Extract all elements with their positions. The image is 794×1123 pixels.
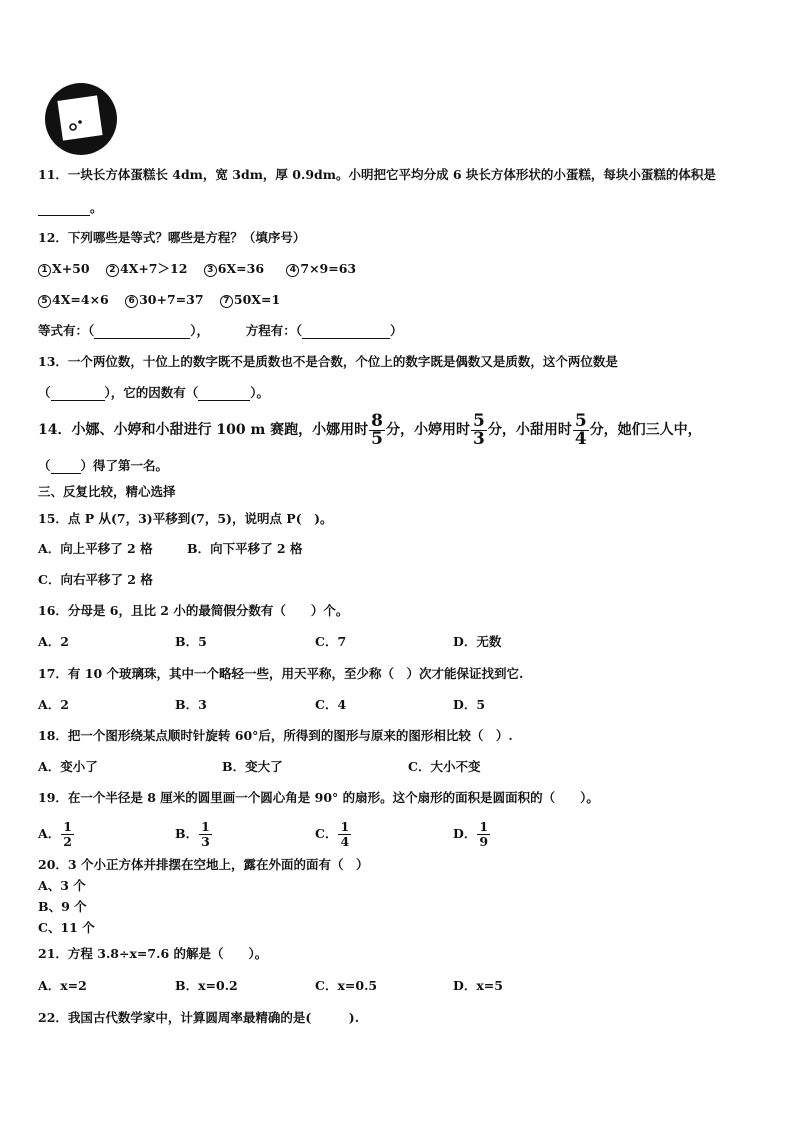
- q17-stem: 17．有 10 个玻璃珠，其中一个略轻一些，用天平称，至少称（ ）次才能保证找到它.: [38, 666, 524, 681]
- q16-option-d[interactable]: D．无数: [453, 634, 502, 649]
- section-3-heading: 三、反复比较，精心选择: [38, 484, 176, 499]
- q13-line2: （ ），它的因数有（ ）。: [38, 385, 270, 400]
- q12-answers: 等式有：（ ）， 方程有：（ ）: [38, 323, 403, 338]
- q19-option-c[interactable]: C． $\frac{1}{4}$: [315, 819, 350, 849]
- q14-fraction-2: $\frac{5}{3}$: [472, 410, 485, 449]
- q12-item-3: 3 6X=36: [204, 261, 264, 277]
- q12-item-1: 1 X+50: [38, 261, 90, 277]
- q15-option-c[interactable]: C．向右平移了 2 格: [38, 572, 153, 587]
- q22-stem: 22．我国古代数学家中，计算圆周率最精确的是( ).: [38, 1010, 360, 1025]
- q15-option-a[interactable]: A．向上平移了 2 格: [38, 541, 153, 556]
- q21-option-b[interactable]: B．x=0.2: [175, 978, 238, 993]
- q12-title: 12．下列哪些是等式？哪些是方程？（填序号）: [38, 230, 306, 245]
- q19-option-b[interactable]: B． $\frac{1}{3}$: [175, 819, 210, 849]
- q21-option-a[interactable]: A．x=2: [38, 978, 87, 993]
- q19-fraction-a: $\frac{1}{2}$: [63, 819, 72, 849]
- q19-fraction-b: $\frac{1}{3}$: [201, 819, 210, 849]
- q14-fraction-1: $\frac{8}{5}$: [371, 410, 383, 449]
- q14-line1: 14．小娜、小婷和小甜进行 100 m 赛跑，小娜用时 $\frac{8}{5}$ 分，小婷用时 $\frac{5}{3}$ 分，小甜用时 $\frac{5}{4}$ 分，她们三人中，: [38, 410, 702, 449]
- q12-items-row1: [38, 261, 368, 277]
- figure-circle-square: [38, 82, 124, 156]
- q11-line1: 11．一块长方体蛋糕长 4dm，宽 3dm，厚 0.9dm。小明把它平均分成 6 块长方体形状的小蛋糕，每块小蛋糕的体积是: [38, 167, 716, 182]
- q13-number-blank[interactable]: [51, 388, 105, 401]
- q13-factors-blank[interactable]: [198, 388, 250, 401]
- q17-option-d[interactable]: D．5: [453, 697, 486, 712]
- q15-stem: 15．点 P 从(7，3)平移到(7，5)，说明点 P( )。: [38, 511, 333, 526]
- q17-option-c[interactable]: C．4: [315, 697, 347, 712]
- q16-stem: 16．分母是 6，且比 2 小的最简假分数有（ ）个。: [38, 603, 349, 618]
- q11-line2: 。: [38, 200, 103, 216]
- q12-item-4: 4 7×9=63: [286, 261, 356, 277]
- q17-option-a[interactable]: A．2: [38, 697, 69, 712]
- q16-option-a[interactable]: A．2: [38, 634, 69, 649]
- q19-stem: 19．在一个半径是 8 厘米的圆里画一个圆心角是 90° 的扇形。这个扇形的面积是圆面积的（ ）。: [38, 790, 599, 805]
- q16-option-b[interactable]: B．5: [175, 634, 207, 649]
- q17-option-b[interactable]: B．3: [175, 697, 207, 712]
- q19-option-d[interactable]: D． $\frac{1}{9}$: [453, 819, 489, 849]
- q13-line1: 13．一个两位数，十位上的数字既不是质数也不是合数，个位上的数字既是偶数又是质数，这个两位数是: [38, 354, 618, 369]
- q15-option-b[interactable]: B．向下平移了 2 格: [187, 541, 303, 556]
- q12-item-2: 2 4X+7＞12: [106, 261, 187, 277]
- q20-stem: 20．3 个小正方体并排摆在空地上，露在外面的面有（ ）: [38, 857, 369, 872]
- q20-option-b[interactable]: B、9 个: [38, 899, 87, 914]
- q18-option-b[interactable]: B．变大了: [222, 759, 283, 774]
- q12-item-5: 5 4X=4×6: [38, 292, 109, 308]
- q18-option-c[interactable]: C．大小不变: [408, 759, 481, 774]
- q14-answer-blank[interactable]: [51, 461, 81, 474]
- q11-answer-blank[interactable]: [38, 203, 90, 216]
- q16-option-c[interactable]: C．7: [315, 634, 347, 649]
- q18-option-a[interactable]: A．变小了: [38, 759, 98, 774]
- q12-item-6: 6 30+7=37: [125, 292, 203, 308]
- q21-option-c[interactable]: C．x=0.5: [315, 978, 378, 993]
- q14-line2: （ ）得了第一名。: [38, 458, 169, 473]
- q19-fraction-c: $\frac{1}{4}$: [340, 819, 350, 849]
- q19-fraction-d: $\frac{1}{9}$: [479, 819, 489, 849]
- q12-formula-blank[interactable]: [302, 326, 390, 339]
- q21-option-d[interactable]: D．x=5: [453, 978, 503, 993]
- q21-stem: 21．方程 3.8÷x=7.6 的解是（ ）。: [38, 946, 268, 961]
- q12-item-7: 7 50X=1: [220, 292, 280, 308]
- q20-option-a[interactable]: A、3 个: [38, 878, 86, 893]
- q19-option-a[interactable]: A． $\frac{1}{2}$: [38, 819, 72, 849]
- q12-equation-blank[interactable]: [94, 326, 190, 339]
- q20-option-c[interactable]: C、11 个: [38, 920, 95, 935]
- q14-fraction-3: $\frac{5}{4}$: [574, 410, 587, 449]
- q12-items-row2: [38, 292, 292, 308]
- q18-stem: 18．把一个图形绕某点顺时针旋转 60°后，所得到的图形与原来的图形相比较（ ）.: [38, 728, 513, 743]
